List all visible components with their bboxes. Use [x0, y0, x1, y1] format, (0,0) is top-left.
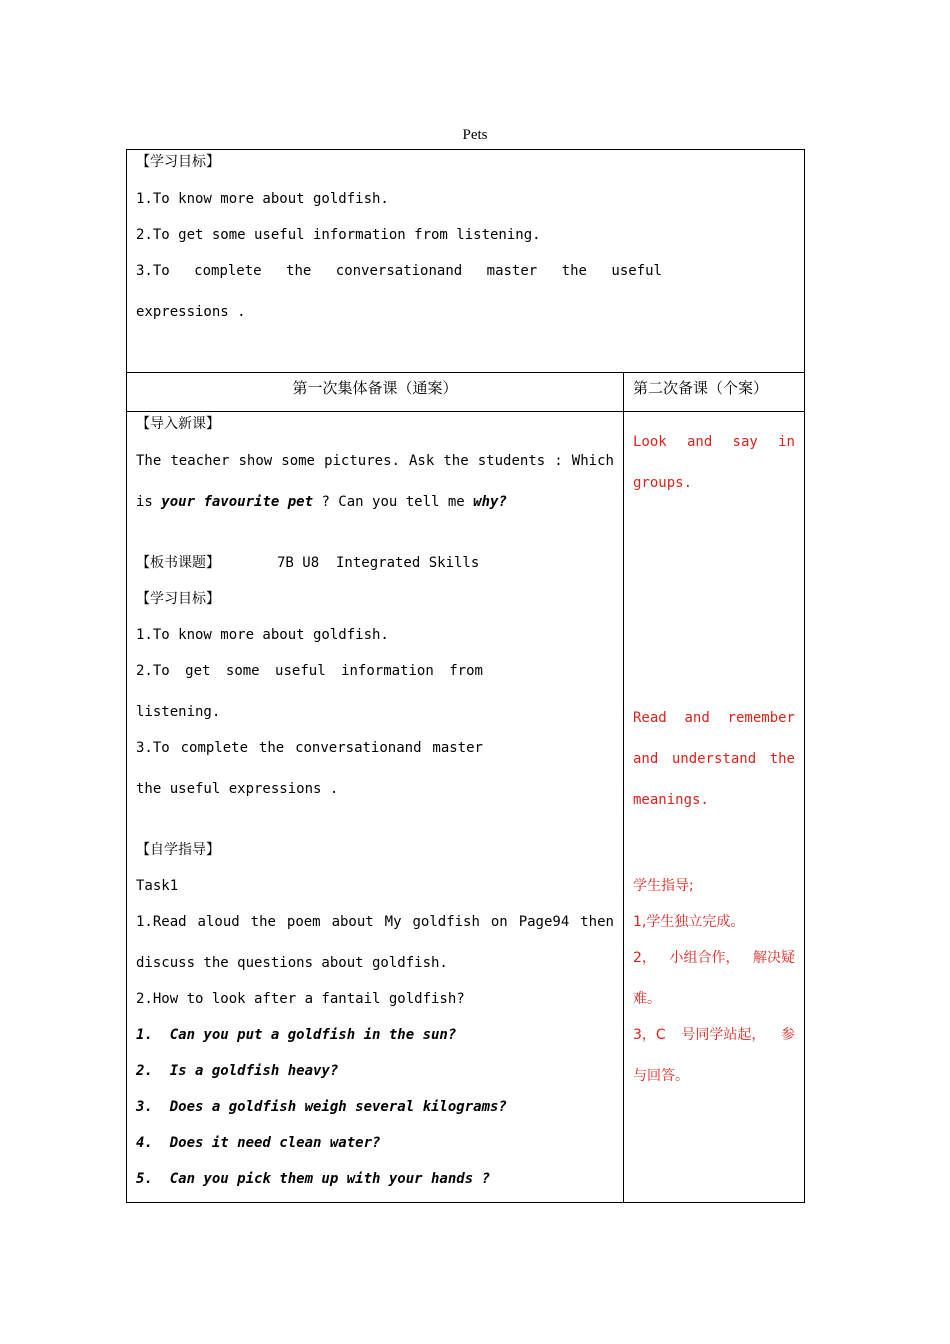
- text: is: [136, 494, 162, 510]
- intro-line-2: [136, 493, 507, 511]
- word: useful: [611, 263, 662, 279]
- word: 2.To: [136, 663, 170, 679]
- left-column-header-cell: [127, 373, 624, 412]
- note-1: [633, 433, 795, 451]
- word: Read: [633, 710, 667, 726]
- word: complete: [194, 263, 262, 279]
- word: Page94: [518, 914, 570, 930]
- word: the: [250, 914, 276, 930]
- guide-item-2-continued: 难。: [633, 991, 661, 1007]
- word: 小组合作，: [669, 950, 740, 966]
- text: ? Can you tell me: [313, 494, 474, 510]
- goals-heading: 【学习目标】: [136, 591, 220, 607]
- word: the: [561, 263, 587, 279]
- word: 3.To: [136, 740, 170, 756]
- word: Look: [633, 434, 667, 450]
- task-item-1: [136, 913, 614, 931]
- word: 参: [781, 1027, 795, 1043]
- word: The: [136, 453, 162, 469]
- content-row: [127, 412, 805, 1203]
- task-label: Task1: [136, 878, 179, 894]
- word: and: [684, 710, 710, 726]
- word: show: [238, 453, 273, 469]
- notes-cell: [624, 412, 805, 1203]
- objectives-heading: 【学习目标】: [136, 154, 220, 170]
- word: 号同学站起，: [681, 1027, 766, 1043]
- note-2-continued: meanings.: [633, 792, 709, 808]
- board-heading: 【板书课题】: [136, 555, 220, 571]
- word: on: [490, 914, 508, 930]
- task-item-1-continued: discuss the questions about goldfish.: [136, 955, 448, 971]
- goal-2-continued: listening.: [136, 704, 221, 720]
- word: poem: [286, 914, 321, 930]
- emphasis-text: your favourite pet: [161, 494, 314, 510]
- word: the: [769, 751, 795, 767]
- question-3: 3. Does a goldfish weigh several kilograms?: [136, 1099, 507, 1115]
- word: in: [778, 434, 795, 450]
- lesson-plan-table: [126, 149, 805, 1203]
- word: 1.Read: [136, 914, 187, 930]
- word: about: [331, 914, 374, 930]
- question-2: 2. Is a goldfish heavy?: [136, 1063, 339, 1079]
- lesson-content-cell: [127, 412, 624, 1203]
- objective-item-2: 2.To get some useful information from listening.: [136, 227, 541, 243]
- word: teacher: [170, 453, 230, 469]
- board-topic: 7B U8 Integrated Skills: [277, 555, 480, 571]
- objectives-cell: [127, 150, 805, 373]
- word: from: [449, 663, 483, 679]
- word: Which: [571, 453, 614, 469]
- goal-2: [136, 662, 483, 680]
- note-2-line-1: [633, 709, 795, 727]
- guide-item-3-continued: 与回答。: [633, 1068, 689, 1084]
- word: 解决疑: [752, 950, 795, 966]
- intro-line-1: [136, 452, 614, 470]
- objective-item-1: 1.To know more about goldfish.: [136, 191, 389, 207]
- word: the: [443, 453, 469, 469]
- word: say: [732, 434, 758, 450]
- objective-item-3-continued: expressions .: [136, 304, 246, 320]
- left-column-header: 第一次集体备课（通案）: [292, 379, 458, 397]
- task-item-2: 2.How to look after a fantail goldfish?: [136, 991, 465, 1007]
- word: goldfish: [412, 914, 480, 930]
- word: My: [384, 914, 402, 930]
- column-header-row: [127, 373, 805, 412]
- guide-heading: 学生指导;: [633, 878, 694, 894]
- word: useful: [275, 663, 326, 679]
- goal-3-continued: the useful expressions .: [136, 781, 339, 797]
- goal-1: 1.To know more about goldfish.: [136, 627, 389, 643]
- word: and: [633, 751, 659, 767]
- document-title: Pets: [462, 127, 488, 143]
- word: and: [686, 434, 713, 450]
- note-2-line-2: [633, 750, 795, 768]
- guide-item-2: [633, 949, 795, 967]
- emphasis-text: why?: [473, 494, 507, 510]
- word: 3.To: [136, 263, 170, 279]
- goal-3: [136, 739, 483, 757]
- selfstudy-heading: 【自学指导】: [136, 842, 220, 858]
- word: Ask: [409, 453, 435, 469]
- word: aloud: [197, 914, 240, 930]
- word: the: [286, 263, 312, 279]
- question-5: 5. Can you pick them up with your hands ?: [136, 1171, 491, 1187]
- right-column-header: 第二次备课（个案）: [633, 379, 769, 397]
- word: get: [185, 663, 211, 679]
- word: remember: [727, 710, 795, 726]
- right-column-header-cell: [624, 373, 805, 412]
- guide-item-1: 1,学生独立完成。: [633, 914, 745, 930]
- word: then: [580, 914, 614, 930]
- word: 3，C: [633, 1027, 666, 1043]
- question-4: 4. Does it need clean water?: [136, 1135, 381, 1151]
- word: :: [554, 453, 563, 469]
- word: the: [258, 740, 285, 756]
- word: some: [281, 453, 315, 469]
- word: master: [486, 263, 538, 279]
- word: conversationand: [295, 740, 422, 756]
- question-1: 1. Can you put a goldfish in the sun?: [136, 1027, 457, 1043]
- word: pictures.: [324, 453, 400, 469]
- word: complete: [180, 740, 249, 756]
- note-1-continued: groups.: [633, 475, 693, 491]
- word: conversationand: [335, 263, 463, 279]
- intro-heading: 【导入新课】: [136, 416, 220, 432]
- word: 2，: [633, 950, 656, 966]
- word: master: [432, 740, 483, 756]
- objectives-row: [127, 150, 805, 373]
- word: understand: [671, 751, 757, 767]
- word: students: [477, 453, 546, 469]
- guide-item-3: [633, 1026, 795, 1044]
- word: some: [225, 663, 260, 679]
- word: information: [341, 663, 434, 679]
- objective-item-3: [136, 262, 662, 280]
